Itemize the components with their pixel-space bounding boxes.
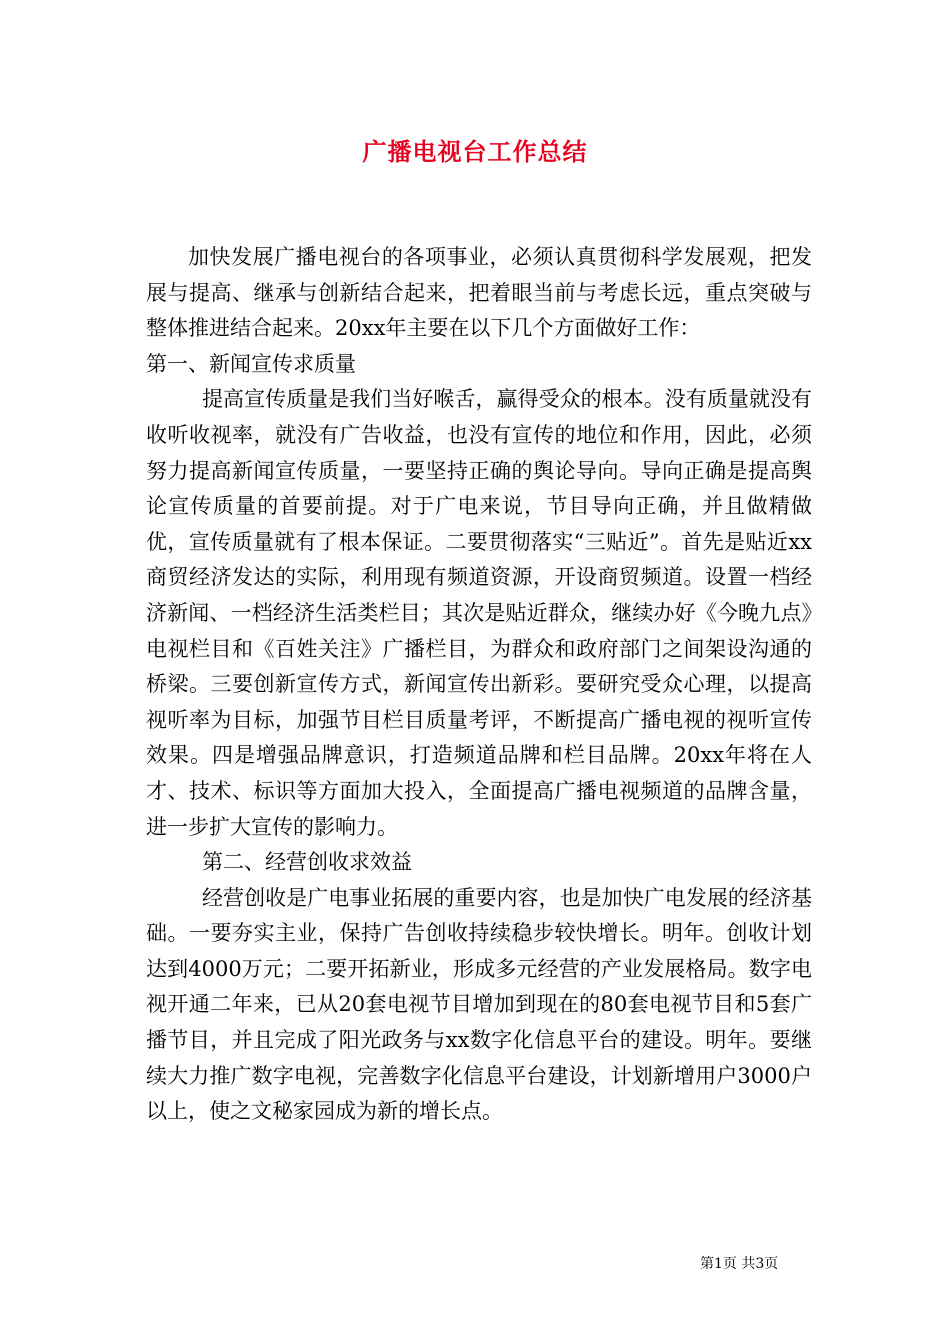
intro-paragraph: 加快发展广播电视台的各项事业，必须认真贯彻科学发展观，把发展与提高、继承与创新结合起来，把着眼当前与考虑长远，重点突破与整体推进结合起来。20xx年主要在以下几个方面做好工作： bbox=[146, 245, 812, 341]
document-title: 广播电视台工作总结 bbox=[362, 137, 588, 166]
section-heading-1: 第一、新闻宣传求质量 bbox=[146, 351, 356, 376]
document-body bbox=[146, 240, 812, 1130]
section-1-paragraph: 提高宣传质量是我们当好喉舌，赢得受众的根本。没有质量就没有收听收视率，就没有广告收益，也没有宣传的地位和作用，因此，必须努力提高新闻宣传质量，一要坚持正确的舆论导向。导向正确是提高舆论宣传质量的首要前提。对于广电来说，节目导向正确，并且做精做优，宣传质量就有了根本保证。二要贯彻落实“三贴近”。首先是贴近xx商贸经济发达的实际，利用现有频道资源，开设商贸频道。设置一档经济新闻、一档经济生活类栏目；其次是贴近群众，继续办好《今晚九点》电视栏目和《百姓关注》广播栏目，为群众和政府部门之间架设沟通的桥梁。三要创新宣传方式，新闻宣传出新彩。要研究受众心理，以提高视听率为目标，加强节目栏目质量考评，不断提高广播电视的视听宣传效果。四是增强品牌意识，打造频道品牌和栏目品牌。20xx年将在人才、技术、标识等方面加大投入，全面提高广播电视频道的品牌含量，进一步扩大宣传的影响力。 bbox=[146, 387, 812, 839]
page-number: 第1页 共3页 bbox=[700, 1256, 779, 1272]
section-heading-2: 第二、经营创收求效益 bbox=[202, 850, 412, 875]
section-2-paragraph: 经营创收是广电事业拓展的重要内容，也是加快广电发展的经济基础。一要夯实主业，保持广告创收持续稳步较快增长。明年。创收计划达到4000万元；二要开拓新业，形成多元经营的产业发展格局。数字电视开通二年来，已从20套电视节目增加到现在的80套电视节目和5套广播节目，并且完成了阳光政务与xx数字化信息平台的建设。明年。要继续大力推广数字电视，完善数字化信息平台建设，计划新增用户3000户以上，使之文秘家园成为新的增长点。 bbox=[146, 885, 812, 1124]
